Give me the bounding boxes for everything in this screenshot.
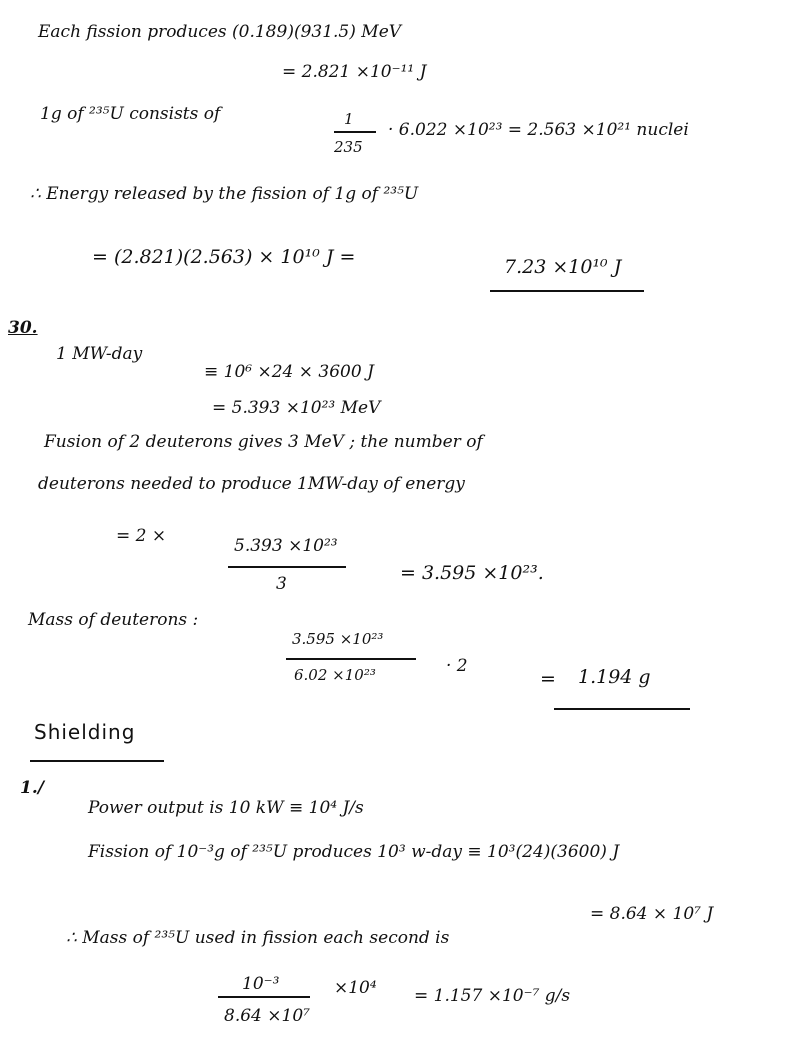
energy-result: 7.23 ×10¹⁰ J xyxy=(504,256,622,278)
mass-deuterons-times: · 2 xyxy=(446,656,468,676)
mass-deuterons-underline xyxy=(554,708,690,710)
mass-rate-denominator: 8.64 ×10⁷ xyxy=(224,1006,310,1026)
mass-rate-result: = 1.157 ×10⁻⁷ g/s xyxy=(414,986,571,1006)
shielding-heading: Shielding xyxy=(34,720,136,744)
fission-production-line: Fission of 10⁻³g of ²³⁵U produces 10³ w-day ≡ 10³(24)(3600) J xyxy=(88,842,620,862)
shielding-heading-underline xyxy=(30,760,164,762)
deuteron-count-fraction-bar xyxy=(228,566,346,568)
mass-rate-multiplier: ×10⁴ xyxy=(334,978,377,998)
power-output-line: Power output is 10 kW ≡ 10⁴ J/s xyxy=(88,798,364,818)
fission-energy-joules: = 2.821 ×10⁻¹¹ J xyxy=(282,62,427,82)
mass-rate-numerator: 10⁻³ xyxy=(242,974,280,994)
nuclei-fraction-denominator: 235 xyxy=(334,138,363,156)
shielding-problem-1-number: 1./ xyxy=(20,778,44,798)
mw-day-joules: ≡ 10⁶ ×24 × 3600 J xyxy=(204,362,374,382)
fusion-line-1: Fusion of 2 deuterons gives 3 MeV ; the number of xyxy=(44,432,483,452)
deuteron-count-numerator: 5.393 ×10²³ xyxy=(234,536,338,556)
fission-production-joules: = 8.64 × 10⁷ J xyxy=(590,904,714,924)
energy-result-underline xyxy=(490,290,644,292)
fusion-line-2: deuterons needed to produce 1MW-day of energy xyxy=(38,474,465,494)
mass-deuterons-label: Mass of deuterons : xyxy=(28,610,199,630)
deuteron-count-prefix: = 2 × xyxy=(116,526,167,546)
mass-rate-fraction-bar xyxy=(218,996,310,998)
nuclei-fraction-bar xyxy=(334,131,376,133)
fission-energy-line: Each fission produces (0.189)(931.5) MeV xyxy=(38,22,402,42)
mw-day-label: 1 MW-day xyxy=(56,344,143,364)
nuclei-line-prefix: 1g of ²³⁵U consists of xyxy=(40,104,221,124)
problem-30-number: 30. xyxy=(8,318,38,338)
energy-released-line: ∴ Energy released by the fission of 1g of ²³⁵U xyxy=(30,184,419,204)
mass-deuterons-numerator: 3.595 ×10²³ xyxy=(292,630,384,648)
nuclei-line-result: · 6.022 ×10²³ = 2.563 ×10²¹ nuclei xyxy=(388,120,689,140)
deuteron-count-result: = 3.595 ×10²³. xyxy=(400,562,544,584)
mass-deuterons-result: 1.194 g xyxy=(578,666,651,688)
mass-deuterons-fraction-bar xyxy=(286,658,416,660)
mass-per-second-line: ∴ Mass of ²³⁵U used in fission each second is xyxy=(66,928,450,948)
mass-deuterons-equals: = xyxy=(540,668,556,690)
energy-equation: = (2.821)(2.563) × 10¹⁰ J = xyxy=(92,246,356,268)
nuclei-fraction-numerator: 1 xyxy=(344,110,354,128)
deuteron-count-denominator: 3 xyxy=(276,574,287,594)
mw-day-mev: = 5.393 ×10²³ MeV xyxy=(212,398,381,418)
mass-deuterons-denominator: 6.02 ×10²³ xyxy=(294,666,376,684)
